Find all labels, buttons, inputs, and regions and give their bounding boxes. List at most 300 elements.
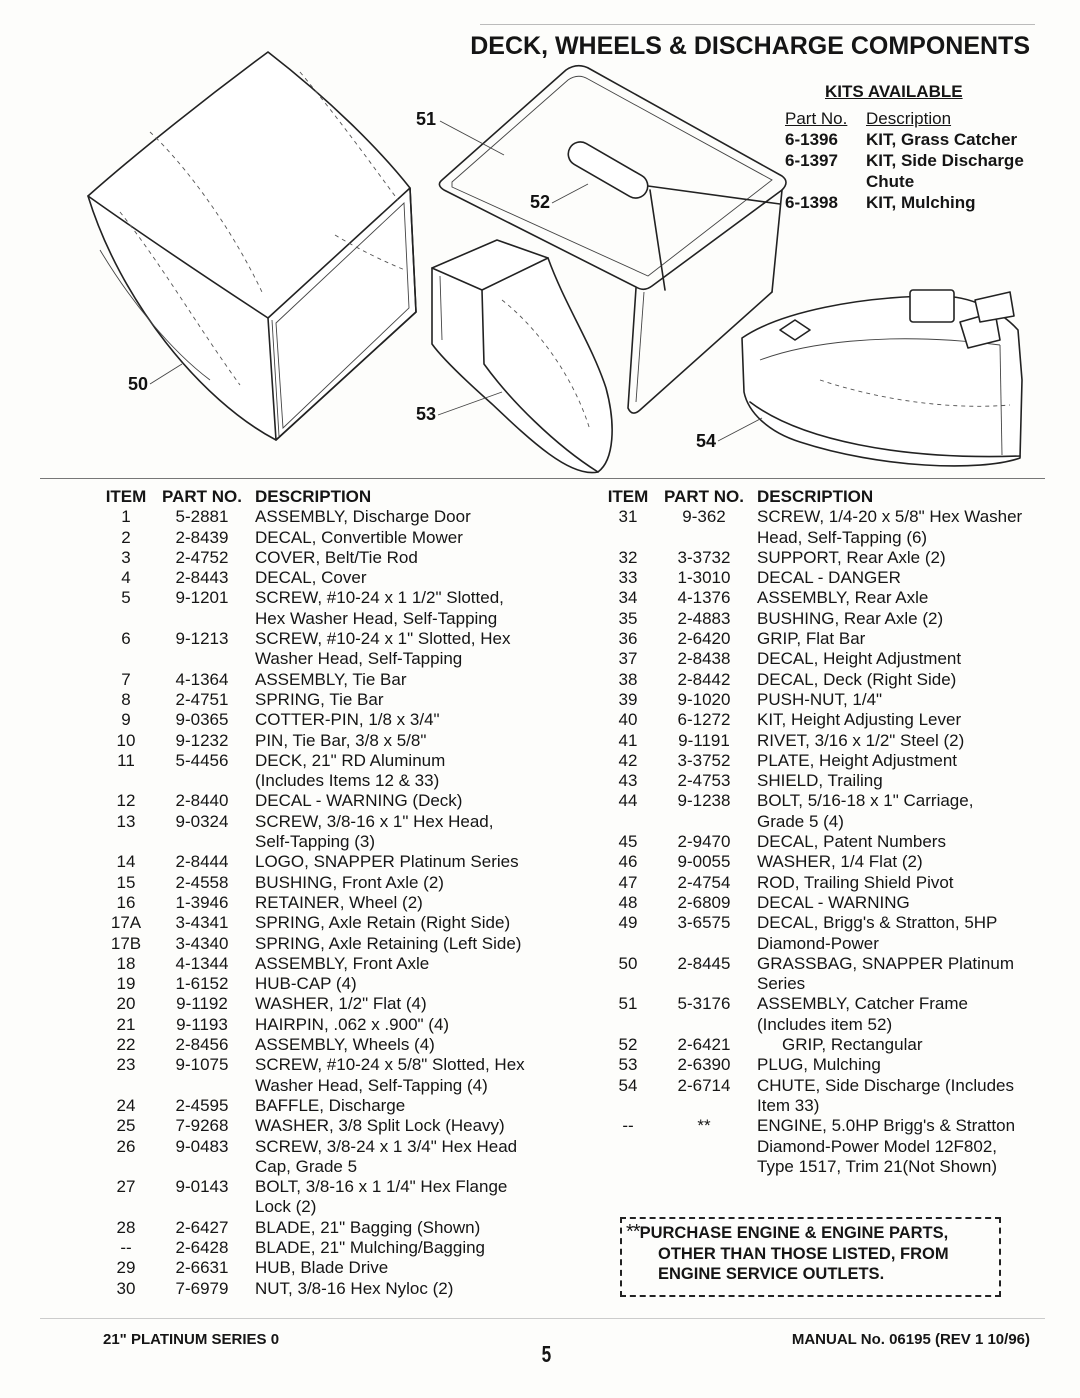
description-line: BAFFLE, Discharge [255, 1095, 406, 1115]
kit-part-number: 6-1398 [785, 193, 838, 212]
part-number: 9-1020 [677, 689, 731, 709]
part-description [252, 1218, 580, 1238]
part-description [252, 873, 580, 893]
description-line: BUSHING, Rear Axle (2) [757, 608, 944, 628]
item-number: 17B [110, 933, 142, 953]
engine-parts-note [620, 1217, 1001, 1297]
table-row [100, 629, 580, 670]
item-number: 14 [116, 852, 136, 872]
chute-illustration [742, 290, 1022, 466]
item-number: 54 [618, 1075, 638, 1095]
part-description [754, 771, 1072, 791]
part-number: 2-4754 [677, 872, 731, 892]
item-number: 51 [618, 994, 638, 1014]
part-description [252, 731, 580, 751]
part-description [252, 974, 580, 994]
table-row [602, 1076, 1072, 1117]
header-description: DESCRIPTION [757, 487, 874, 506]
description-line: SHIELD, Trailing [757, 771, 883, 791]
part-number: ** [697, 1116, 711, 1136]
part-description [754, 913, 1072, 954]
kits-body [785, 129, 1060, 213]
table-row [100, 812, 580, 853]
page-title: DECK, WHEELS & DISCHARGE COMPONENTS [470, 32, 1030, 60]
part-description [252, 934, 580, 954]
table-row [100, 913, 580, 933]
table-row [100, 528, 580, 548]
part-description [252, 954, 580, 974]
part-number: 9-1075 [175, 1055, 229, 1075]
part-description [252, 1137, 580, 1178]
part-number: 1-3010 [677, 568, 731, 588]
description-line: BUSHING, Front Axle (2) [255, 872, 444, 892]
part-description [754, 670, 1072, 690]
description-line: Head, Self-Tapping (6) [757, 527, 928, 547]
description-line: GRIP, Flat Bar [757, 629, 866, 649]
table-row [100, 710, 580, 730]
part-description [252, 1238, 580, 1258]
description-line: COTTER-PIN, 1/8 x 3/4" [255, 710, 440, 730]
part-description [754, 1035, 1072, 1055]
item-number: 31 [618, 507, 638, 527]
description-line: PUSH-NUT, 1/4" [757, 689, 883, 709]
part-description [252, 629, 580, 670]
part-number: 1-3946 [175, 892, 229, 912]
item-number: 50 [618, 953, 638, 973]
part-description [754, 690, 1072, 710]
table-row [100, 507, 580, 527]
table-row [100, 1137, 580, 1178]
table-row [602, 873, 1072, 893]
table-row [602, 913, 1072, 954]
description-line: ASSEMBLY, Tie Bar [255, 669, 407, 689]
item-number: 20 [116, 994, 136, 1014]
table-row [100, 954, 580, 974]
table-row [602, 690, 1072, 710]
description-line: ASSEMBLY, Wheels (4) [255, 1035, 435, 1055]
part-number: 2-4753 [677, 771, 731, 791]
part-description [754, 507, 1072, 548]
description-line: SCREW, 3/8-24 x 1 3/4" Hex Head [255, 1136, 518, 1156]
table-row [602, 588, 1072, 608]
table-row [602, 548, 1072, 568]
part-number: 7-6979 [175, 1278, 229, 1298]
part-description [754, 731, 1072, 751]
table-row [100, 1238, 580, 1258]
description-line: Washer Head, Self-Tapping [255, 649, 463, 669]
item-number: 7 [121, 669, 131, 689]
kit-description [866, 192, 1060, 213]
item-number: 37 [618, 649, 638, 669]
part-description [754, 832, 1072, 852]
part-description [754, 548, 1072, 568]
part-number: 3-4340 [175, 933, 229, 953]
description-line: DECK, 21" RD Aluminum [255, 750, 446, 770]
table-row [100, 568, 580, 588]
parts-table-right [602, 487, 1072, 1177]
item-number: 3 [121, 547, 131, 567]
part-number: 9-1192 [176, 994, 228, 1014]
part-number: 9-1193 [176, 1014, 228, 1034]
part-number: 2-9470 [677, 832, 731, 852]
part-description [754, 893, 1072, 913]
part-description [252, 690, 580, 710]
table-row [602, 649, 1072, 669]
description-line: Type 1517, Trim 21(Not Shown) [757, 1156, 998, 1176]
table-row [602, 852, 1072, 872]
part-description [754, 609, 1072, 629]
part-description [252, 528, 580, 548]
table-row [100, 934, 580, 954]
table-row [100, 1258, 580, 1278]
part-number: 2-6809 [677, 892, 731, 912]
part-number: 2-6420 [677, 629, 731, 649]
header-part-no: PART NO. [664, 487, 744, 506]
callout-53: 53 [416, 404, 437, 424]
kit-row [785, 129, 1060, 150]
description-line: WASHER, 1/4 Flat (2) [757, 852, 923, 872]
part-number: 9-0365 [175, 710, 229, 730]
description-line: LOGO, SNAPPER Platinum Series [255, 852, 519, 872]
part-description [252, 852, 580, 872]
part-number: 9-1201 [175, 588, 229, 608]
item-number: 15 [116, 872, 136, 892]
description-line: SPRING, Tie Bar [255, 689, 384, 709]
part-number: 2-6428 [175, 1237, 229, 1257]
kits-header-description: Description [866, 109, 952, 128]
part-description [754, 1055, 1072, 1075]
part-description [252, 507, 580, 527]
description-line: DECAL, Deck (Right Side) [757, 669, 957, 689]
part-number: 2-4751 [175, 689, 229, 709]
item-number: 2 [121, 527, 131, 547]
description-line: (Includes item 52) [757, 1014, 893, 1034]
description-line: SCREW, 1/4-20 x 5/8" Hex Washer [757, 507, 1023, 527]
table-row [602, 507, 1072, 548]
description-line: COVER, Belt/Tie Rod [255, 547, 418, 567]
description-line: DECAL - DANGER [757, 568, 901, 588]
kits-header-part: Part No. [785, 109, 848, 128]
part-description [754, 994, 1072, 1035]
part-description [754, 568, 1072, 588]
kit-description-line: KIT, Side Discharge [866, 151, 1024, 170]
item-number: 19 [116, 974, 136, 994]
description-line: DECAL, Height Adjustment [757, 649, 962, 669]
callout-52: 52 [530, 192, 551, 212]
table-row [602, 994, 1072, 1035]
description-line: HUB, Blade Drive [255, 1258, 389, 1278]
table-row [100, 974, 580, 994]
note-line-3: ENGINE SERVICE OUTLETS. [658, 1265, 885, 1283]
item-number: 8 [121, 689, 131, 709]
description-line: BLADE, 21" Mulching/Bagging [255, 1237, 486, 1257]
part-number: 2-4595 [175, 1095, 229, 1115]
part-description [252, 1116, 580, 1136]
note-line-1 [626, 1222, 999, 1244]
header-item: ITEM [607, 487, 649, 506]
part-description [252, 670, 580, 690]
description-line: BOLT, 3/8-16 x 1 1/4" Hex Flange [255, 1177, 508, 1197]
table-row [100, 548, 580, 568]
part-number: 9-0324 [175, 811, 229, 831]
description-line: SCREW, #10-24 x 1" Slotted, Hex [255, 629, 511, 649]
item-number: 42 [618, 750, 638, 770]
table-row [602, 731, 1072, 751]
item-number: 21 [116, 1014, 136, 1034]
item-number: 39 [618, 689, 638, 709]
table-row [602, 568, 1072, 588]
part-description [252, 548, 580, 568]
description-line: HAIRPIN, .062 x .900" (4) [255, 1014, 450, 1034]
description-line: SCREW, #10-24 x 1 1/2" Slotted, [255, 588, 504, 608]
description-line: ASSEMBLY, Discharge Door [255, 507, 471, 527]
parts-table-left [100, 487, 580, 1299]
part-number: 2-8443 [175, 568, 229, 588]
table-row [100, 670, 580, 690]
part-number: 2-4752 [175, 547, 229, 567]
part-description [754, 1076, 1072, 1117]
part-description [252, 1035, 580, 1055]
header-description: DESCRIPTION [255, 487, 372, 506]
item-number: 40 [618, 710, 638, 730]
part-description [252, 812, 580, 853]
item-number: 6 [121, 629, 131, 649]
table-row [100, 1279, 580, 1299]
description-line: RETAINER, Wheel (2) [255, 892, 423, 912]
part-description [252, 791, 580, 811]
part-number: 2-8456 [175, 1035, 229, 1055]
table-row [100, 588, 580, 629]
item-number: -- [622, 1116, 634, 1136]
note-line-2: OTHER THAN THOSE LISTED, FROM [658, 1244, 949, 1263]
table-row [100, 690, 580, 710]
table-row [100, 873, 580, 893]
part-number: 7-9268 [175, 1116, 229, 1136]
kits-header-row [785, 108, 1060, 129]
table-row [602, 954, 1072, 995]
item-number: 45 [618, 832, 638, 852]
description-line: WASHER, 3/8 Split Lock (Heavy) [255, 1116, 505, 1136]
description-line: ENGINE, 5.0HP Brigg's & Stratton [757, 1116, 1016, 1136]
part-number: 2-6421 [677, 1035, 731, 1055]
item-number: 17A [110, 913, 142, 933]
part-number: 3-6575 [677, 913, 731, 933]
part-description [754, 588, 1072, 608]
part-description [252, 913, 580, 933]
part-number: 9-1191 [678, 730, 730, 750]
part-description [252, 994, 580, 1014]
description-line: Item 33) [757, 1095, 820, 1115]
part-number: 3-3752 [677, 750, 731, 770]
item-number: 48 [618, 892, 638, 912]
item-number: 36 [618, 629, 638, 649]
part-number: 2-4558 [175, 872, 229, 892]
part-description [252, 1279, 580, 1299]
description-line: HUB-CAP (4) [255, 974, 357, 994]
page-number: 5 [541, 1341, 552, 1367]
callout-51: 51 [416, 109, 437, 129]
table-row [602, 1035, 1072, 1055]
footer-rule [40, 1318, 1045, 1319]
description-line: (Includes Items 12 & 33) [255, 771, 440, 791]
item-number: 16 [116, 892, 136, 912]
description-line: GRASSBAG, SNAPPER Platinum [757, 953, 1014, 973]
kit-description-line: KIT, Grass Catcher [866, 130, 1018, 149]
part-number: 2-8442 [677, 669, 731, 689]
part-number: 4-1376 [677, 588, 731, 608]
mulching-plug-illustration [432, 240, 612, 473]
table-row [602, 629, 1072, 649]
part-description [252, 1096, 580, 1116]
table-header-row [602, 487, 1072, 507]
callout-50: 50 [128, 374, 149, 394]
table-row [100, 1177, 580, 1218]
description-line: ASSEMBLY, Rear Axle [757, 588, 929, 608]
table-row [100, 1096, 580, 1116]
table-row [602, 832, 1072, 852]
part-number: 3-4341 [175, 913, 229, 933]
part-description [754, 710, 1072, 730]
kit-description-line: KIT, Mulching [866, 193, 976, 212]
table-row [100, 994, 580, 1014]
description-line: Lock (2) [255, 1197, 317, 1217]
part-description [252, 1015, 580, 1035]
part-description [754, 873, 1072, 893]
kit-part-number: 6-1396 [785, 130, 838, 149]
kit-description-line: Chute [866, 172, 915, 191]
item-number: 9 [121, 710, 131, 730]
description-line: GRIP, Rectangular [782, 1035, 923, 1055]
item-number: 18 [116, 953, 136, 973]
item-number: 46 [618, 852, 638, 872]
footer-manual-number: MANUAL No. 06195 (REV 1 10/96) [791, 1331, 1030, 1348]
part-description [252, 893, 580, 913]
description-line: ROD, Trailing Shield Pivot [757, 872, 954, 892]
item-number: 33 [618, 568, 638, 588]
note-text-1: PURCHASE ENGINE & ENGINE PARTS, [639, 1224, 949, 1242]
part-number: 9-1213 [175, 629, 229, 649]
item-number: 4 [121, 568, 131, 588]
item-number: 23 [116, 1055, 136, 1075]
part-number: 5-3176 [677, 994, 731, 1014]
item-number: 52 [618, 1035, 638, 1055]
table-row [100, 852, 580, 872]
description-line: PLATE, Height Adjustment [757, 750, 958, 770]
description-line: CHUTE, Side Discharge (Includes [757, 1075, 1014, 1095]
item-number: 28 [116, 1217, 136, 1237]
table-row [602, 1055, 1072, 1075]
item-number: 5 [121, 588, 131, 608]
description-line: KIT, Height Adjusting Lever [757, 710, 962, 730]
grip-illustration [564, 138, 652, 203]
description-line: DECAL, Convertible Mower [255, 527, 463, 547]
table-row [100, 751, 580, 792]
part-description [754, 629, 1072, 649]
table-row [100, 1035, 580, 1055]
table-body [602, 507, 1072, 1177]
part-description [252, 1055, 580, 1096]
table-row [100, 1218, 580, 1238]
header-part-no: PART NO. [162, 487, 242, 506]
section-divider [40, 478, 1045, 479]
table-body [100, 507, 580, 1299]
part-number: 3-3732 [677, 547, 731, 567]
header-item: ITEM [105, 487, 147, 506]
description-line: PLUG, Mulching [757, 1055, 881, 1075]
description-line: SUPPORT, Rear Axle (2) [757, 547, 946, 567]
table-row [602, 609, 1072, 629]
part-description [754, 751, 1072, 771]
part-number: 1-6152 [175, 974, 229, 994]
item-number: 26 [116, 1136, 136, 1156]
item-number: 41 [618, 730, 638, 750]
table-row [100, 731, 580, 751]
kit-row [785, 150, 1060, 192]
item-number: -- [120, 1237, 132, 1257]
item-number: 10 [116, 730, 136, 750]
kit-row [785, 192, 1060, 213]
description-line: PIN, Tie Bar, 3/8 x 5/8" [255, 730, 427, 750]
part-description [754, 852, 1072, 872]
description-line: DECAL, Patent Numbers [757, 832, 946, 852]
item-number: 30 [116, 1278, 136, 1298]
description-line: Diamond-Power Model 12F802, [757, 1136, 998, 1156]
item-number: 24 [116, 1095, 136, 1115]
item-number: 25 [116, 1116, 136, 1136]
part-number: 2-8440 [175, 791, 229, 811]
part-number: 2-6631 [175, 1258, 229, 1278]
callout-54: 54 [696, 431, 717, 451]
table-row [100, 1116, 580, 1136]
description-line: Diamond-Power [757, 933, 879, 953]
description-line: SCREW, 3/8-16 x 1" Hex Head, [255, 811, 494, 831]
description-line: RIVET, 3/16 x 1/2" Steel (2) [757, 730, 965, 750]
part-number: 2-6714 [677, 1075, 731, 1095]
description-line: WASHER, 1/2" Flat (4) [255, 994, 427, 1014]
description-line: SPRING, Axle Retaining (Left Side) [255, 933, 522, 953]
item-number: 12 [116, 791, 136, 811]
part-description [754, 954, 1072, 995]
table-row [602, 710, 1072, 730]
part-description [252, 751, 580, 792]
description-line: DECAL, Cover [255, 568, 367, 588]
part-description [252, 1177, 580, 1218]
table-row [602, 1116, 1072, 1177]
description-line: Washer Head, Self-Tapping (4) [255, 1075, 488, 1095]
item-number: 22 [116, 1035, 136, 1055]
item-number: 29 [116, 1258, 136, 1278]
item-number: 49 [618, 913, 638, 933]
part-description [252, 588, 580, 629]
kit-description [866, 129, 1060, 150]
item-number: 13 [116, 811, 136, 831]
part-number: 4-1344 [175, 953, 229, 973]
description-line: ASSEMBLY, Catcher Frame [757, 994, 969, 1014]
part-number: 9-1238 [677, 791, 731, 811]
item-number: 44 [618, 791, 638, 811]
part-description [754, 1116, 1072, 1177]
part-number: 2-8438 [677, 649, 731, 669]
item-number: 53 [618, 1055, 638, 1075]
item-number: 34 [618, 588, 638, 608]
item-number: 1 [121, 507, 131, 527]
table-row [100, 1015, 580, 1035]
table-row [100, 893, 580, 913]
item-number: 43 [618, 771, 638, 791]
description-line: SPRING, Axle Retain (Right Side) [255, 913, 511, 933]
part-number: 9-1232 [175, 730, 229, 750]
part-description [754, 649, 1072, 669]
